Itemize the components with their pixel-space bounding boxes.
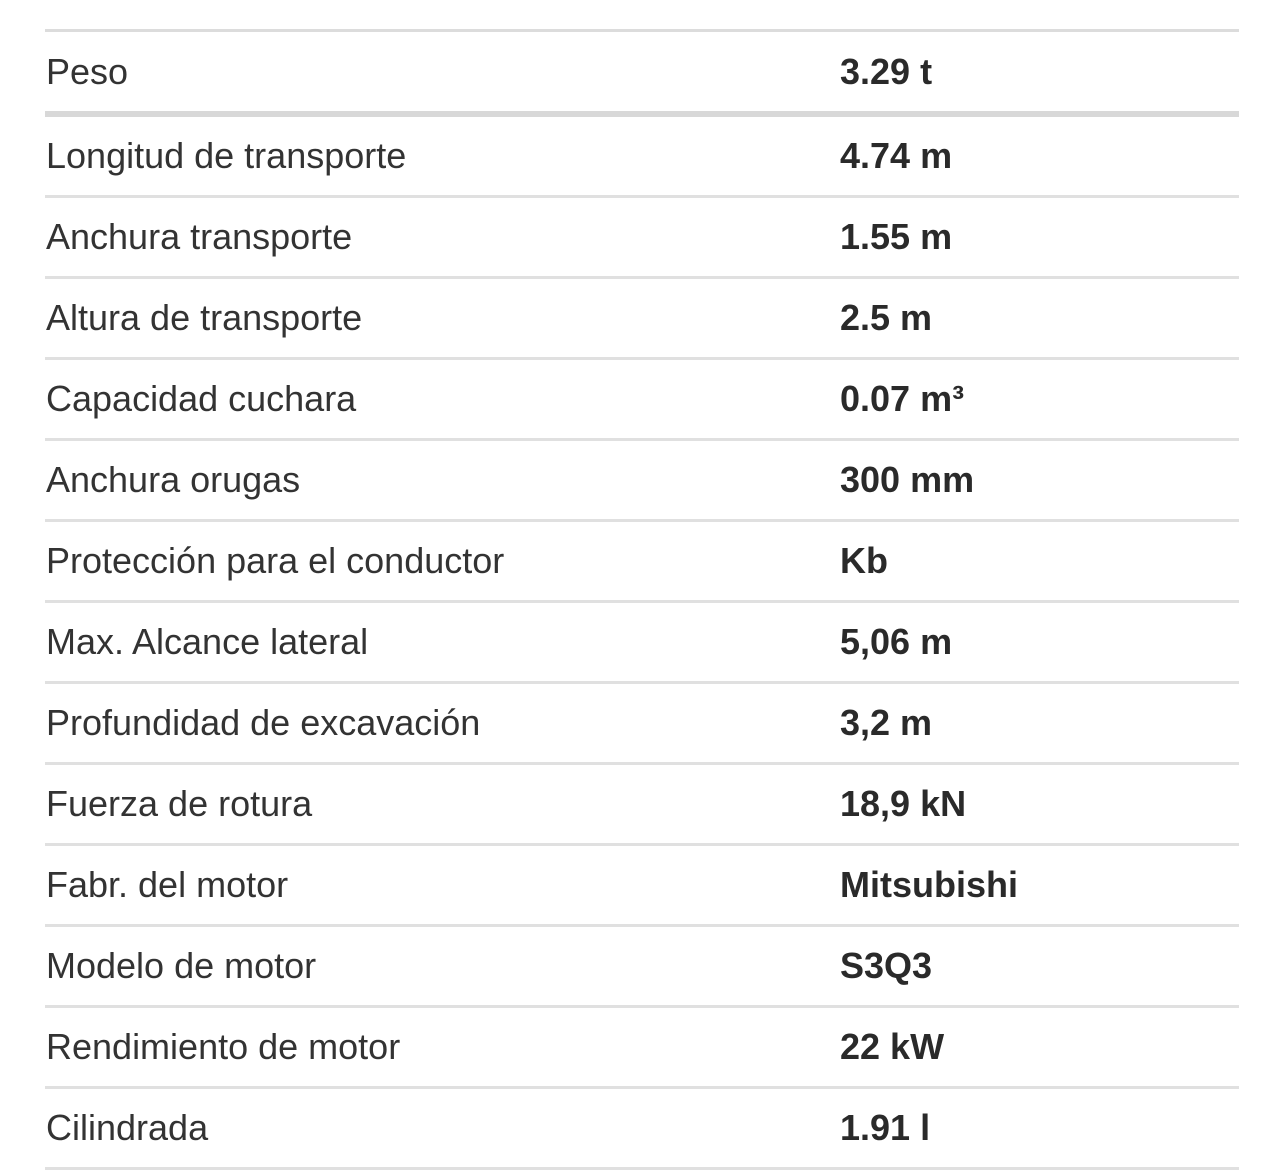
spec-label: Fabr. del motor [46,864,289,905]
spec-value: 300 mm [840,459,975,500]
spec-value: 4.74 m [840,135,953,176]
spec-label: Max. Alcance lateral [46,621,369,662]
spec-value: 22 kW [840,1026,945,1067]
spec-value: Kb [840,540,888,581]
spec-label: Longitud de transporte [46,135,407,176]
spec-row-cilindrada [45,1089,1239,1170]
spec-label: Peso [46,50,129,92]
spec-label: Rendimiento de motor [46,1026,401,1067]
spec-label: Modelo de motor [46,945,317,986]
spec-row-modelo-motor [45,927,1239,1008]
spec-label: Altura de transporte [46,297,363,338]
spec-value: 2.5 m [840,297,933,338]
spec-value: 18,9 kN [840,783,967,824]
spec-row-fuerza-rotura [45,765,1239,846]
spec-label: Capacidad cuchara [46,378,357,419]
spec-row-anchura-transporte [45,198,1239,279]
spec-value: 3.29 t [840,50,933,92]
spec-label: Protección para el conductor [46,540,505,581]
spec-label: Anchura orugas [46,459,301,500]
spec-value: 1.55 m [840,216,953,257]
spec-value: Mitsubishi [840,864,1018,905]
spec-row-anchura-orugas [45,441,1239,522]
spec-value: 3,2 m [840,702,933,743]
spec-value: 1.91 l [840,1107,931,1148]
spec-row-proteccion-conductor [45,522,1239,603]
spec-row-capacidad-cuchara [45,360,1239,441]
spec-label: Anchura transporte [46,216,353,257]
spec-row-profundidad-excavacion [45,684,1239,765]
spec-row-alcance-lateral [45,603,1239,684]
spec-label: Profundidad de excavación [46,702,481,743]
spec-row-longitud-transporte [45,117,1239,198]
spec-value: 5,06 m [840,621,953,662]
spec-row-peso [45,32,1239,117]
spec-row-altura-transporte [45,279,1239,360]
spec-table [45,29,1239,1170]
spec-label: Fuerza de rotura [46,783,313,824]
spec-label: Cilindrada [46,1107,209,1148]
spec-row-fabr-motor [45,846,1239,927]
spec-value: S3Q3 [840,945,933,986]
spec-row-rendimiento-motor [45,1008,1239,1089]
spec-value: 0.07 m³ [840,378,965,419]
